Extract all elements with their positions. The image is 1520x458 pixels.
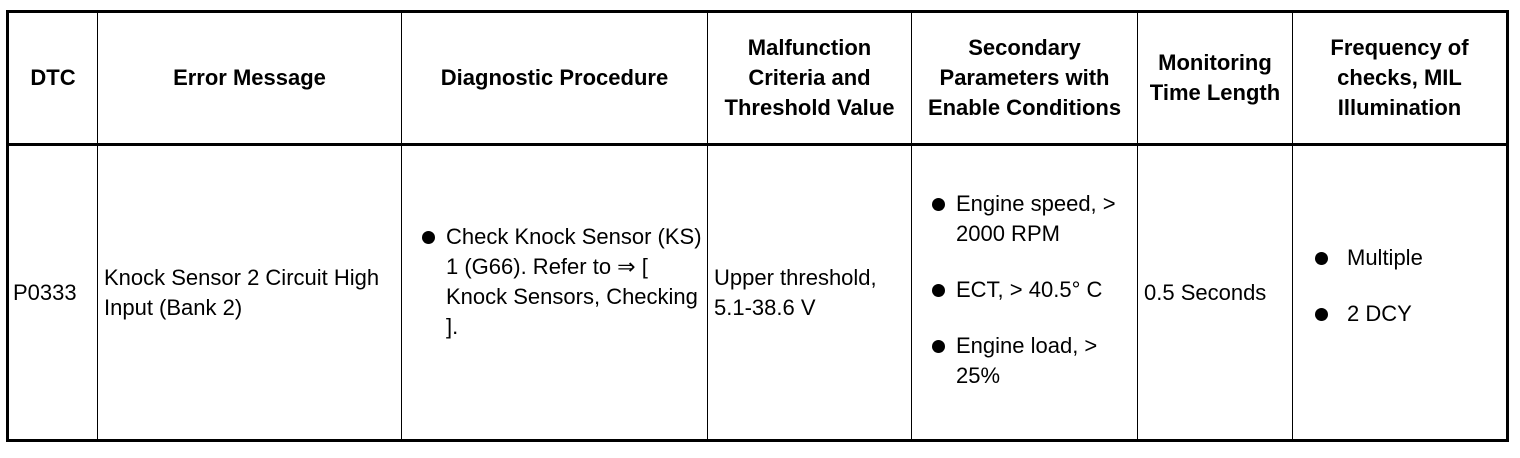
secondary-parameter-text: Engine load, > 25% [956, 332, 1098, 388]
cell-frequency [1293, 145, 1508, 441]
cell-secondary-parameters [912, 145, 1138, 441]
header-secondary-parameters: Secondary Parameters with Enable Conditions [912, 12, 1138, 145]
frequency-list [1293, 243, 1502, 329]
frequency-text: 2 DCY [1347, 300, 1412, 326]
table-body [8, 145, 1508, 441]
header-malfunction-criteria: Malfunction Criteria and Threshold Value [708, 12, 912, 145]
secondary-parameter-item [912, 189, 1133, 249]
secondary-parameter-text: ECT, > 40.5° C [956, 276, 1103, 302]
secondary-parameter-text: Engine speed, > 2000 RPM [956, 190, 1116, 246]
cell-error-message: Knock Sensor 2 Circuit High Input (Bank 2) [98, 145, 402, 441]
header-row [8, 12, 1508, 145]
frequency-item [1293, 243, 1502, 273]
bullet-icon [932, 284, 945, 297]
frequency-text: Multiple [1347, 244, 1423, 270]
dtc-table [6, 10, 1509, 442]
bullet-icon [1315, 308, 1328, 321]
header-diagnostic-procedure: Diagnostic Procedure [402, 12, 708, 145]
frequency-item [1293, 299, 1502, 329]
bullet-icon [932, 198, 945, 211]
cell-monitoring-time: 0.5 Seconds [1138, 145, 1293, 441]
header-dtc: DTC [8, 12, 98, 145]
procedure-item [402, 222, 703, 342]
secondary-parameters-list [912, 189, 1133, 391]
header-error-message: Error Message [98, 12, 402, 145]
bullet-icon [1315, 252, 1328, 265]
table-header [8, 12, 1508, 145]
cell-diagnostic-procedure [402, 145, 708, 441]
cell-malfunction-criteria: Upper threshold, 5.1-38.6 V [708, 145, 912, 441]
header-monitoring-time: Monitoring Time Length [1138, 12, 1293, 145]
header-frequency: Frequency of checks, MIL Illumination [1293, 12, 1508, 145]
secondary-parameter-item [912, 331, 1133, 391]
table-row [8, 145, 1508, 441]
procedure-text: Check Knock Sensor (KS) 1 (G66). Refer to ⇒ [ Knock Sensors, Checking ]. [446, 223, 702, 339]
bullet-icon [932, 340, 945, 353]
procedure-list [402, 222, 703, 342]
secondary-parameter-item [912, 275, 1133, 305]
cell-dtc-code: P0333 [8, 145, 98, 441]
bullet-icon [422, 231, 435, 244]
